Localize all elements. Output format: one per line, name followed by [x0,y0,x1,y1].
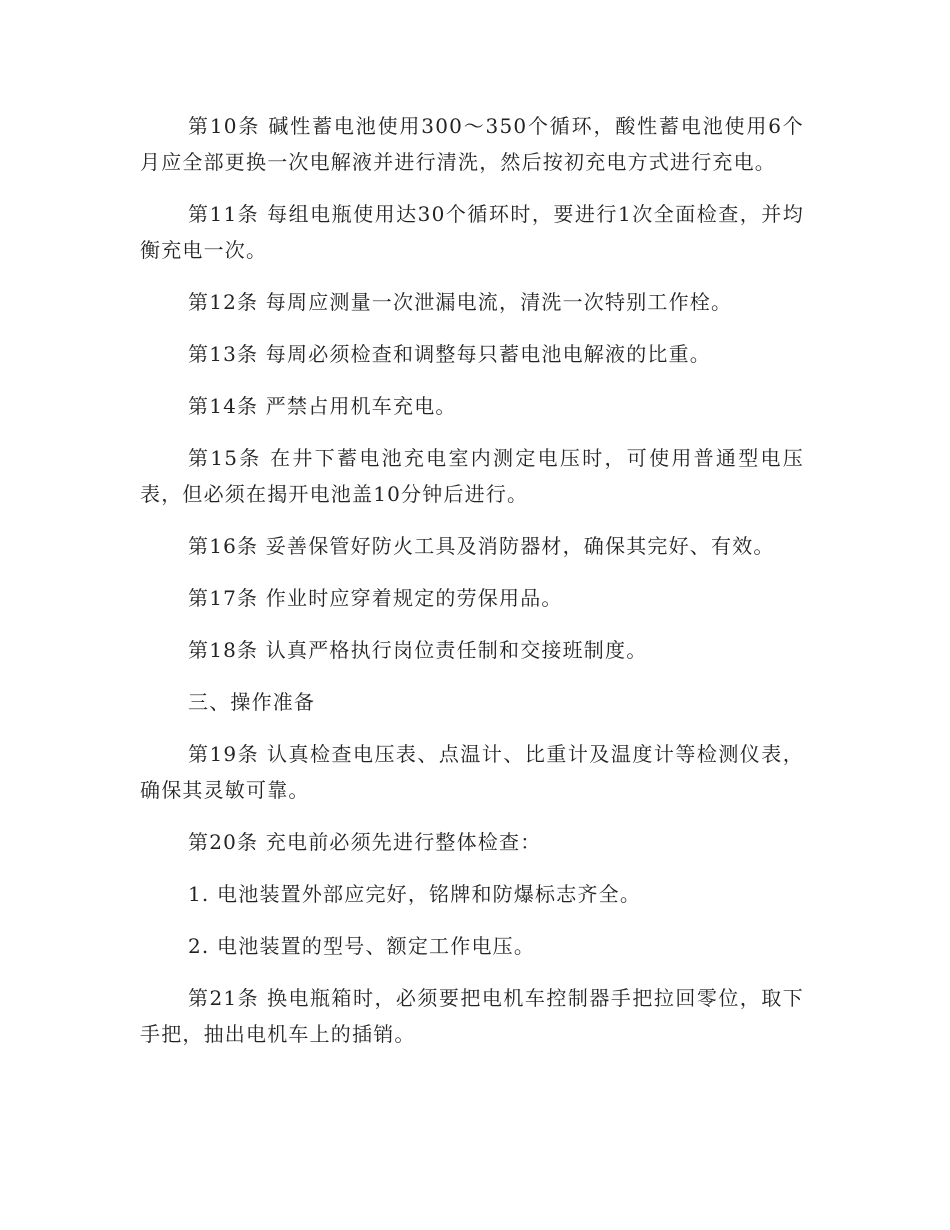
list-item-2: 2. 电池装置的型号、额定工作电压。 [188,934,536,958]
article-17: 第17条 作业时应穿着规定的劳保用品。 [188,586,563,610]
article-18: 第18条 认真严格执行岗位责任制和交接班制度。 [188,638,648,662]
article-11: 第11条 每组电瓶使用达30个循环时，要进行1次全面检查，并均衡充电一次。 [140,202,804,262]
article-19: 第19条 认真检查电压表、点温计、比重计及温度计等检测仪表，确保其灵敏可靠。 [140,742,804,802]
article-14: 第14条 严禁占用机车充电。 [188,394,457,418]
article-21: 第21条 换电瓶箱时，必须要把电机车控制器手把拉回零位，取下手把，抽出电机车上的插销。 [140,986,804,1046]
article-10: 第10条 碱性蓄电池使用300～350个循环，酸性蓄电池使用6个月应全部更换一次电解液并进行清洗，然后按初充电方式进行充电。 [140,114,804,174]
list-item-1: 1. 电池装置外部应完好，铭牌和防爆标志齐全。 [188,882,642,906]
article-15: 第15条 在井下蓄电池充电室内测定电压时，可使用普通型电压表，但必须在揭开电池盖10分钟后进行。 [140,446,804,506]
article-13: 第13条 每周必须检查和调整每只蓄电池电解液的比重。 [188,342,712,366]
section-heading-operation-prep: 三、操作准备 [188,690,316,714]
article-16: 第16条 妥善保管好防火工具及消防器材，确保其完好、有效。 [188,534,775,558]
article-12: 第12条 每周应测量一次泄漏电流，清洗一次特别工作栓。 [188,290,733,314]
article-20: 第20条 充电前必须先进行整体检查： [188,830,542,854]
